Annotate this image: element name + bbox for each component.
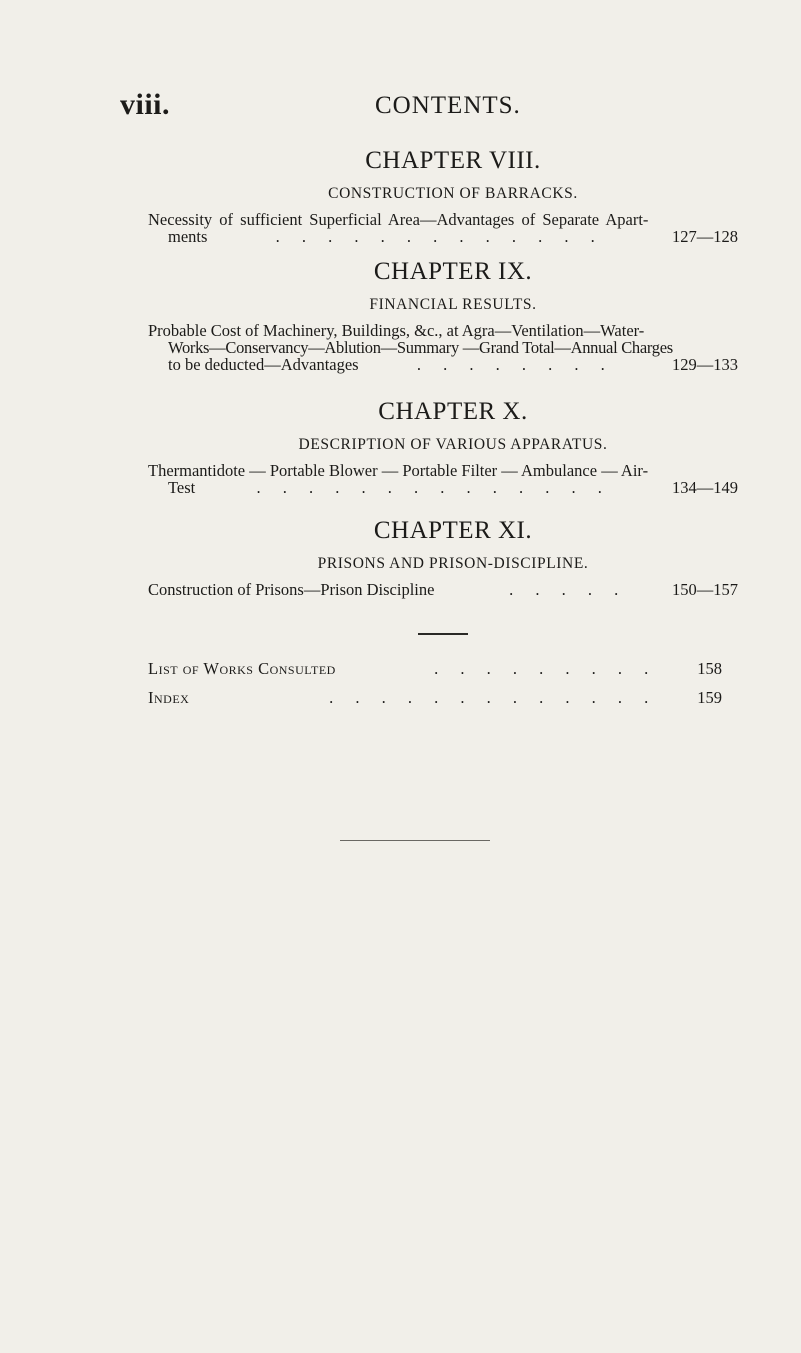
page-range: 127—128 [671, 227, 738, 246]
backmatter-list [148, 659, 738, 717]
entry-text: Test [168, 478, 196, 497]
leader-dots: . . . . . . . . . [434, 659, 658, 678]
chapter-subtitle: PRISONS AND PRISON-DISCIPLINE. [317, 555, 589, 572]
entry-line-last [148, 228, 738, 245]
entry-text: Construction of Prisons—Prison Discipline [148, 580, 435, 599]
entry-line-last [148, 581, 738, 598]
running-head [120, 88, 720, 128]
entry-line: Probable Cost of Machinery, Buildings, &c., at Agra—Ventilation—Water- [148, 321, 645, 340]
page-number: viii. [120, 88, 171, 121]
chapter-heading: CHAPTER VIII. [365, 147, 541, 174]
chapter-entry [148, 462, 738, 496]
bottom-rule [340, 840, 490, 841]
leader-dots: . . . . . . . . . . . . . [275, 227, 604, 246]
entry-line: Necessity of sufficient Superficial Area—Advantages of Separate Apart- [148, 210, 649, 229]
backmatter-label: Index [148, 688, 190, 707]
backmatter-label: List of Works Consulted [148, 659, 336, 678]
backmatter-item [148, 688, 738, 717]
chapter-entry [148, 322, 738, 373]
page-number: 158 [697, 659, 722, 678]
chapter-ix [148, 258, 738, 373]
entry-line: Works—Conservancy—Ablution—Summary —Grand Total—Annual Charges [168, 338, 673, 357]
leader-dots: . . . . . . . . . . . . . [329, 688, 658, 707]
entry-line-last [148, 479, 738, 496]
running-title: CONTENTS. [375, 92, 521, 119]
page-range: 150—157 [672, 580, 738, 599]
section-divider [418, 633, 468, 635]
page-range: 129—133 [671, 355, 738, 374]
page-range: 134—149 [671, 478, 738, 497]
chapter-entry [148, 581, 738, 598]
chapter-entry [148, 211, 738, 245]
chapter-subtitle: FINANCIAL RESULTS. [369, 296, 537, 313]
chapter-xi [148, 517, 738, 598]
chapter-viii [148, 147, 738, 245]
leader-dots: . . . . . [509, 580, 628, 599]
leader-dots: . . . . . . . . [416, 355, 614, 374]
leader-dots: . . . . . . . . . . . . . . [256, 478, 611, 497]
entry-text: to be deducted—Advantages [168, 355, 359, 374]
page-number: 159 [697, 688, 722, 707]
entry-line: Thermantidote — Portable Blower — Portable Filter — Ambulance — Air- [148, 461, 649, 480]
entry-line-last [148, 356, 738, 373]
chapter-x [148, 398, 738, 496]
chapter-subtitle: DESCRIPTION OF VARIOUS APPARATUS. [298, 436, 608, 453]
chapter-heading: CHAPTER X. [378, 398, 528, 425]
backmatter-item [148, 659, 738, 688]
chapter-heading: CHAPTER IX. [373, 258, 533, 285]
chapter-subtitle: CONSTRUCTION OF BARRACKS. [328, 185, 578, 202]
chapter-heading: CHAPTER XI. [373, 517, 533, 544]
entry-text: ments [168, 227, 208, 246]
